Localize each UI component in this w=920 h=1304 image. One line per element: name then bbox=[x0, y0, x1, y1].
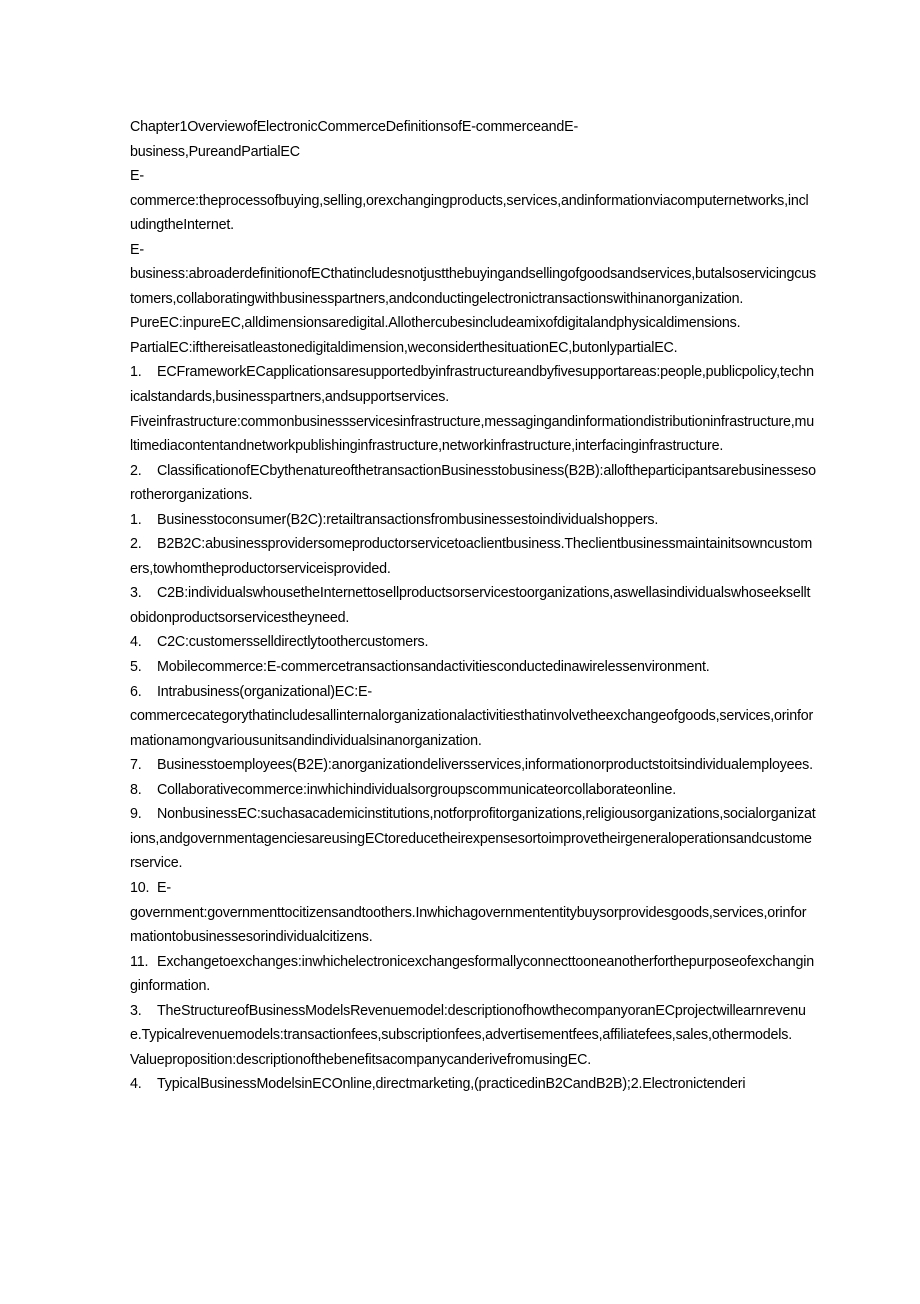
list-item: 4. C2C:customersselldirectlytoothercustomers. bbox=[130, 630, 816, 655]
list-item: 2. ClassificationofECbythenatureofthetransactionBusinesstobusiness(B2B):alloftheparticipantsarebusinessesorotherorganizations. bbox=[130, 459, 816, 508]
paragraph: PartialEC:ifthereisatleastonedigitaldimension,weconsiderthesituationEC,butonlypartialEC. bbox=[130, 339, 678, 356]
paragraph: Valueproposition:descriptionofthebenefitsacompanycanderivefromusingEC. bbox=[130, 1051, 591, 1068]
list-number: 1. bbox=[130, 364, 142, 381]
list-item: 1. ECFrameworkECapplicationsaresupportedbyinfrastructureandbyfivesupportareas:people,publicpolicy,technicalstandards,businesspartners,andsupportservices. bbox=[130, 360, 816, 409]
list-item: 8. Collaborativecommerce:inwhichindividualsorgroupscommunicateorcollaborateonline. bbox=[130, 778, 816, 803]
paragraph: PureEC:inpureEC,alldimensionsaredigital.Allothercubesincludeamixofdigitalandphysicaldimensions. bbox=[130, 315, 741, 332]
list-number: 5. bbox=[130, 659, 142, 676]
list-number: 4. bbox=[130, 1076, 142, 1093]
list-item: 7. Businesstoemployees(B2E):anorganizationdeliversservices,informationorproductstoitsindividualemployees. bbox=[130, 753, 816, 778]
list-item: 5. Mobilecommerce:E-commercetransactionsandactivitiesconductedinawirelessenvironment. bbox=[130, 655, 816, 680]
list-item: 1. Businesstoconsumer(B2C):retailtransactionsfrombusinessestoindividualshoppers. bbox=[130, 508, 816, 533]
paragraph: commercecategorythatincludesallinternalorganizationalactivitiesthatinvolvetheexchangeofgoods,services,orinformationamongvariousunitsandindividualsinanorganization. bbox=[130, 708, 814, 749]
paragraph: business,PureandPartialEC bbox=[130, 143, 300, 160]
paragraph: Chapter1OverviewofElectronicCommerceDefinitionsofE-commerceandE- bbox=[130, 119, 579, 135]
list-number: 3. bbox=[130, 1002, 142, 1019]
list-item: 9. NonbusinessEC:suchasacademicinstitutions,notforprofitorganizations,religiousorganizations,socialorganizations,andgovernmentagenciesareusingECtoreducetheirexpensesortoimprovetheirgeneraloperationsandcustomerservice. bbox=[130, 802, 816, 876]
paragraph: E- bbox=[130, 241, 144, 258]
list-item: 4. TypicalBusinessModelsinECOnline,directmarketing,(practicedinB2CandB2B);2.Electronictenderi bbox=[130, 1072, 816, 1097]
list-item: 3. TheStructureofBusinessModelsRevenuemodel:descriptionofhowthecompanyoranECprojectwillearnrevenue.Typicalrevenuemodels:transactionfees,subscriptionfees,advertisementfees,affiliatefees,sales,othermodels. bbox=[130, 999, 816, 1048]
list-number: 3. bbox=[130, 585, 142, 602]
list-number: 4. bbox=[130, 634, 142, 651]
list-number: 1. bbox=[130, 511, 142, 528]
list-item: 6. Intrabusiness(organizational)EC:E- bbox=[130, 680, 816, 705]
paragraph: commerce:theprocessofbuying,selling,orexchangingproducts,services,andinformationviacomputernetworks,includingtheInternet. bbox=[130, 192, 809, 234]
list-number: 7. bbox=[130, 757, 142, 774]
list-number: 6. bbox=[130, 683, 142, 700]
list-number: 9. bbox=[130, 806, 142, 823]
list-number: 8. bbox=[130, 781, 142, 798]
list-number: 11. bbox=[130, 953, 149, 970]
list-item: 10. E- bbox=[130, 876, 816, 901]
list-item: 11. Exchangetoexchanges:inwhichelectronicexchangesformallyconnecttooneanotherforthepurposeofexchanginginformation. bbox=[130, 950, 816, 999]
paragraph: business:abroaderdefinitionofECthatincludesnotjustthebuyingandsellingofgoodsandservices,butalsoservicingcustomers,collaboratingwithbusinesspartners,andconductingelectronictransactionswithinanorganization. bbox=[130, 266, 816, 307]
list-item: 2. B2B2C:abusinessprovidersomeproductorservicetoaclientbusiness.Theclientbusinessmaintainitsowncustomers,towhomtheproductorserviceisprovided. bbox=[130, 532, 816, 581]
paragraph: Fiveinfrastructure:commonbusinessservicesinfrastructure,messagingandinformationdistributioninfrastructure,multimediacontentandnetworkpublishinginfrastructure,networkinfrastructure,interfacinginfrastructure. bbox=[130, 413, 815, 455]
list-number: 2. bbox=[130, 462, 142, 479]
paragraph: E- bbox=[130, 168, 144, 185]
paragraph: government:governmenttocitizensandtoothers.Inwhichagovernmententitybuysorprovidesgoods,services,orinformationtobusinessesorindividualcitizens. bbox=[130, 904, 807, 946]
document-body bbox=[130, 115, 816, 1097]
list-number: 10. bbox=[130, 879, 150, 896]
list-item: 3. C2B:individualswhousetheInternettosellproductsorservicestoorganizations,aswellasindividualswhoseekselltobidonproductsorservicestheyneed. bbox=[130, 581, 816, 630]
list-number: 2. bbox=[130, 536, 142, 553]
